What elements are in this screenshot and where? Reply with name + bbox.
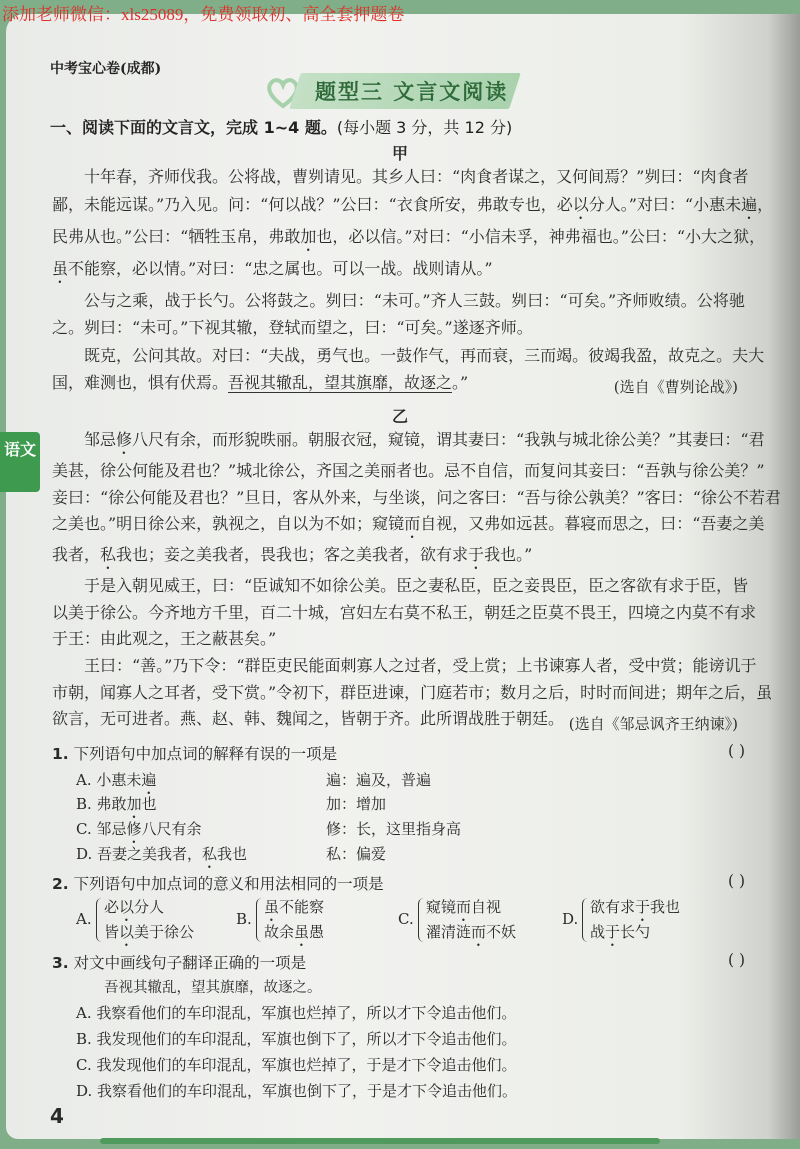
passage-yi	[52, 427, 781, 733]
text-segment: D. 我察看他们的车印混乱，军旗也倒下了，于是才下令追击他们。	[76, 1082, 518, 1100]
text-segment: 自视，又弗如远甚。暮寝而思之，曰：“吾妻之美	[420, 514, 765, 534]
option-c	[76, 1054, 516, 1075]
watermark-text: 添加老师微信：xls25089，免费领取初、高全套押题卷	[2, 5, 405, 24]
text-segment: 分人。”对曰：“小惠未	[588, 194, 742, 214]
text-segment: 欲言，无可进者。燕、赵、韩、魏闻之，皆朝于齐。此所谓战胜于朝廷。	[52, 709, 565, 729]
emphasized-character: 修	[116, 430, 133, 449]
section-heading	[50, 115, 512, 138]
text-segment: 八尺有余，而形貌昳丽。朝服衣冠，窥镜，谓其妻曰：“我孰与城北徐公美？”其妻曰：“君	[132, 430, 765, 449]
text-line	[52, 573, 749, 600]
text-segment: 既克，公问其故。对曰：“夫战，勇气也。一鼓作气，再而衰，三而竭。彼竭我盈，故克之。夫大	[84, 345, 765, 365]
brace	[256, 898, 262, 942]
text-segment: 王曰：“善。”乃下令：“群臣吏民能面刺寡人之过者，受上赏；上书谏寡人者，受中赏；能谤讥于	[84, 655, 757, 675]
text-line	[52, 511, 765, 542]
text-segment: 我也	[217, 845, 248, 863]
emphasized-character: 加	[126, 795, 142, 813]
answer-blank[interactable]: ( )	[727, 872, 745, 890]
text-line	[52, 314, 745, 342]
text-line	[52, 287, 745, 315]
question-2	[52, 872, 745, 894]
emphasized-character: 以	[572, 194, 589, 214]
text-segment: B. 弗敢	[76, 795, 127, 813]
question-1	[52, 742, 745, 764]
text-line	[52, 600, 757, 627]
option-label: A.	[76, 910, 92, 928]
emphasized-character: 以	[119, 923, 135, 941]
emphasized-character: 于	[605, 923, 621, 941]
option-sentence	[264, 921, 324, 950]
option-d	[76, 843, 247, 872]
question-stem: 下列语句中加点词的意义和用法相同的一项是	[73, 875, 384, 893]
text-segment: 愚	[309, 923, 325, 941]
option-d	[76, 1080, 517, 1101]
text-line	[52, 458, 765, 485]
text-line	[52, 653, 757, 680]
text-segment: 故余	[264, 923, 295, 941]
passage-jia-source: (选自《曹刿论战》)	[613, 378, 738, 396]
text-segment: 加：增加	[326, 795, 387, 813]
text-segment: A. 我察看他们的车印混乱，军旗也烂掉了，所以才下令追击他们。	[76, 1004, 517, 1022]
text-segment: 皆	[104, 923, 120, 941]
text-segment: 十年春，齐师伐我。公将战，曹刿请见。其乡人曰：“肉食者谋之，又何间焉？”刿曰：“肉食者	[84, 167, 749, 186]
underlined-sentence: 吾视其辙乱，望其旗靡，故逐之	[228, 373, 453, 393]
emphasized-character: 遍	[141, 771, 157, 789]
text-segment: 于王：由此观之，王之蔽甚矣。”	[52, 629, 277, 649]
text-line	[52, 427, 765, 458]
text-segment: 修：长，这里指身高	[326, 820, 462, 838]
text-segment: 民弗从也。”公曰：“牺牲玉帛，弗敢	[52, 226, 301, 246]
text-segment: 邹忌	[84, 430, 117, 449]
text-segment: 必	[104, 898, 120, 916]
text-segment: 濯清涟	[426, 923, 472, 941]
option-explanation	[326, 843, 386, 864]
page-number: 4	[50, 1104, 64, 1128]
question-number: 3.	[52, 954, 69, 972]
text-segment: 美甚，徐公何能及君也？”城北徐公，齐国之美丽者也。忌不自信，而复问其妾曰：“吾孰与徐公美？”	[52, 461, 765, 480]
text-segment: D. 吾妻之美我者，	[76, 845, 203, 863]
emphasized-character: 以	[119, 898, 135, 916]
text-segment: 不妖	[486, 923, 517, 941]
text-line	[52, 163, 749, 191]
text-segment: 以美于徐公。今齐地方千里，百二十城，宫妇左右莫不私王，朝廷之臣莫不畏王，四境之内莫不有求	[52, 602, 757, 622]
text-line	[52, 191, 774, 223]
section-heading-main: 一、阅读下面的文言文，完成 1~4 题。	[50, 118, 337, 137]
text-segment: 也，必以信。”对曰：“小信未孚，神弗福也。”公曰：“小大之狱，	[316, 226, 766, 246]
emphasized-character: 虽	[52, 258, 69, 278]
quoted-sentence: 吾视其辙乱，望其旗靡，故逐之。	[104, 980, 322, 996]
text-segment: C. 我发现他们的车印混乱，军旗也烂掉了，于是才下令追击他们。	[76, 1056, 517, 1074]
text-segment: 。”	[452, 373, 469, 393]
text-segment: 遍：遍及，普遍	[326, 771, 432, 789]
option-sentence	[104, 921, 194, 950]
text-segment: 之美也。”明日徐公来，孰视之，自以为不如；窥镜	[52, 514, 405, 534]
emphasized-character: 遍	[741, 194, 758, 214]
running-head: 中考宝心卷(成都)	[50, 61, 162, 77]
subject-tab-chinese: 语文	[0, 432, 40, 492]
passage-jia-label: 甲	[391, 144, 408, 163]
option-a	[76, 1002, 516, 1023]
text-segment: 不能察	[279, 898, 325, 916]
answer-blank[interactable]: ( )	[727, 951, 745, 969]
bottom-edge	[100, 1138, 660, 1144]
text-line	[52, 542, 745, 573]
text-segment: ，	[757, 194, 774, 214]
text-segment: 欲有求	[590, 898, 636, 916]
option-sentence	[426, 921, 516, 950]
text-segment: 之。刿曰：“未可。”下视其辙，登轼而望之，曰：“可矣。”遂逐齐师。	[52, 318, 533, 338]
option-sentence	[590, 921, 650, 950]
text-segment: 美于徐公	[134, 923, 195, 941]
emphasized-character: 加	[300, 226, 317, 246]
text-segment: 战	[590, 923, 606, 941]
text-segment: 市朝，闻寡人之耳者，受下赏。”令初下，群臣进谏，门庭若市；数月之后，时时而间进；期年之后，虽	[52, 682, 773, 702]
text-line	[52, 255, 745, 287]
emphasized-character: 于	[468, 545, 485, 565]
text-line	[52, 680, 773, 707]
text-segment: 分人	[134, 898, 165, 916]
text-segment: 我也。”	[484, 545, 533, 565]
text-line	[52, 485, 781, 512]
section-heading-score: (每小题 3 分，共 12 分)	[336, 118, 513, 137]
emphasized-character: 修	[126, 820, 142, 838]
text-segment: A. 小惠未	[76, 771, 142, 789]
text-segment: 不能察，必以情。”对曰：“忠之属也。可以一战。战则请从。”	[68, 258, 493, 278]
text-line	[52, 342, 765, 370]
emphasized-character: 虽	[264, 898, 280, 916]
text-line	[52, 626, 745, 653]
option-explanation	[326, 818, 461, 839]
passage-yi-source: (选自《邹忌讽齐王纳谏》)	[568, 715, 738, 733]
passage-yi-label: 乙	[391, 407, 408, 426]
option-label: B.	[236, 910, 252, 928]
text-segment: 鄙，未能远谋。”乃入见。问：“何以战？”公曰：“衣食所安，弗敢专也，必	[52, 194, 573, 214]
text-segment: 八尺有余	[141, 820, 202, 838]
emphasized-character: 于	[635, 898, 651, 916]
text-line	[52, 223, 766, 255]
text-segment: 妾曰：“徐公何能及君也？”旦日，客从外来，与坐谈，问之客曰：“吾与徐公孰美？”客曰：“徐公不若君	[52, 487, 781, 507]
text-segment: 国，难测也，惧有伏焉。	[52, 373, 229, 393]
emphasized-character: 虽	[294, 923, 310, 941]
passage-jia	[52, 163, 774, 397]
brace	[418, 898, 424, 942]
question-number: 2.	[52, 875, 69, 893]
answer-blank[interactable]: ( )	[727, 742, 745, 760]
text-segment: C. 邹忌	[76, 820, 127, 838]
text-segment: 长勺	[620, 923, 651, 941]
text-segment: 我也	[650, 898, 681, 916]
option-label: C.	[398, 910, 414, 928]
text-segment: 我也；妾之美我者，畏我也；客之美我者，欲有求	[116, 545, 469, 565]
text-segment: 我者，	[52, 545, 101, 565]
option-explanation	[326, 769, 431, 790]
question-stem: 对文中画线句子翻译正确的一项是	[73, 954, 307, 972]
question-number: 1.	[52, 745, 69, 763]
brace	[582, 898, 588, 942]
emphasized-character: 私	[202, 845, 218, 863]
text-segment: B. 我发现他们的车印混乱，军旗也倒下了，所以才下令追击他们。	[76, 1030, 517, 1048]
emphasized-character: 而	[456, 898, 472, 916]
text-segment: 自视	[471, 898, 502, 916]
option-b	[76, 1028, 517, 1049]
text-segment: 私：偏爱	[326, 845, 387, 863]
banner-title: 题型三 文言文阅读	[315, 80, 509, 104]
emphasized-character: 而	[404, 514, 421, 534]
text-segment: 公与之乘，战于长勺。公将鼓之。刿曰：“未可。”齐人三鼓。刿曰：“可矣。”齐师败绩。公将驰	[84, 290, 745, 310]
brace	[96, 898, 102, 942]
text-segment: 于是入朝见威王，曰：“臣诚知不如徐公美。臣之妻私臣，臣之妾畏臣，臣之客欲有求于臣，皆	[84, 576, 749, 596]
emphasized-character: 而	[471, 923, 487, 941]
option-label: D.	[562, 910, 579, 928]
question-stem: 下列语句中加点词的解释有误的一项是	[73, 745, 338, 763]
section-banner	[265, 70, 525, 114]
question-3	[52, 951, 745, 973]
emphasized-character: 私	[100, 545, 117, 565]
option-explanation	[326, 793, 386, 814]
text-segment: 窥镜	[426, 898, 457, 916]
text-segment: 也	[141, 795, 157, 813]
